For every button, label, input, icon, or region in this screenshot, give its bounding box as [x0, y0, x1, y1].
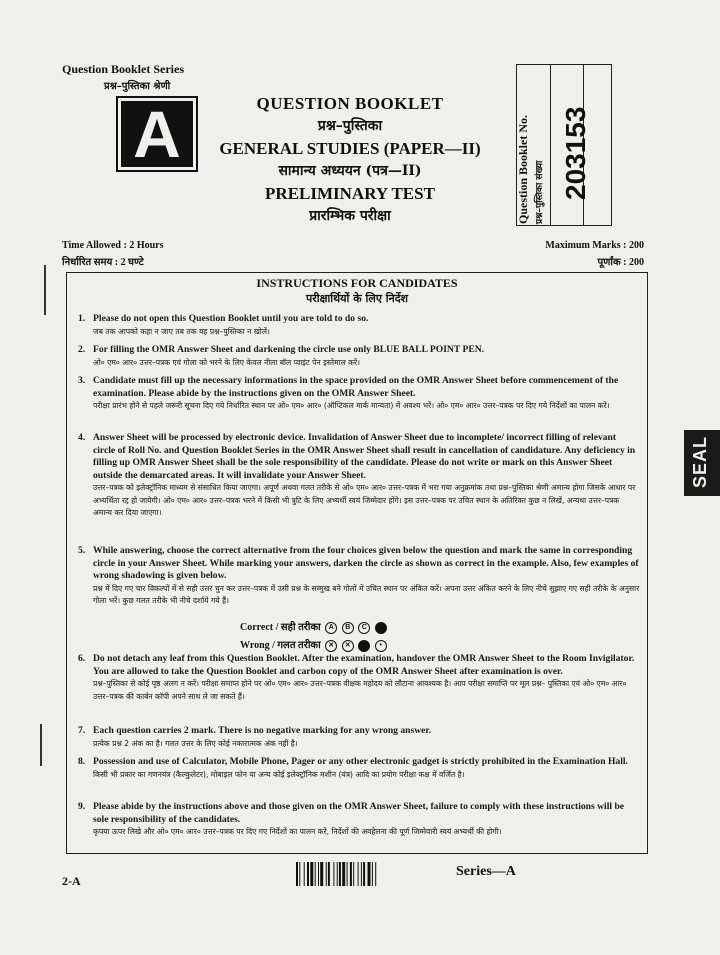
- instruction-number: 3.: [78, 375, 86, 386]
- instruction-english: Please do not open this Question Booklet until you are told to do so.: [93, 313, 369, 324]
- barcode-bar: [318, 862, 319, 886]
- instruction-item: [78, 653, 640, 703]
- time-allowed: Time Allowed : 2 Hours: [62, 240, 164, 251]
- booklet-no-label-hindi: प्रश्न–पुस्तिका संख्या: [535, 160, 545, 224]
- instruction-english: Please abide by the instructions above and those given on the OMR Answer Sheet, failure to comply with these instructions will be sole responsibility of the candidates.: [93, 801, 625, 825]
- margin-mark: [44, 265, 46, 315]
- barcode-bar: [353, 862, 354, 886]
- instruction-item: [78, 545, 640, 608]
- instructions-heading: INSTRUCTIONS FOR CANDIDATES: [256, 276, 458, 290]
- barcode-bar: [342, 862, 345, 886]
- instruction-number: 5.: [78, 545, 86, 556]
- barcode-bar: [363, 862, 365, 886]
- instruction-english: Do not detach any leaf from this Question Booklet. After the examination, handover the OMR Answer Sheet to the Room Invigilator. You are allowed to take the Question Booklet and carbon copy of the OMR Answer Sheet after examination is over.: [93, 653, 635, 677]
- series-label: Question Booklet Series: [62, 62, 184, 76]
- instruction-hindi: प्रश्न में दिए गए चार विकल्पों में से सही उत्तर चुन कर उत्तर–पत्रक में उसी प्रश्न के सम्मुख बने गोलों में उचित स्थान पर अंकित करें। अपना उत्तर अंकित करने के लिए नीचे सुझाए गए सही तरीके के अनुसार गोला भरें। कुछ गलत तरीके भी नीचे दर्शाये गये हैं।: [93, 583, 640, 606]
- instruction-english: Possession and use of Calculator, Mobile Phone, Pager or any other electronic gadget is strictly prohibited in the Examination Hall.: [93, 756, 628, 767]
- instruction-english: While answering, choose the correct alternative from the four choices given below the question and mark the same in corresponding circle in your Answer Sheet. While marking your answers, darken the circle as shown as correct in the example. Also, few examples of wrong shadowing is given below.: [93, 545, 639, 582]
- instruction-item: [78, 375, 640, 413]
- instruction-number: 6.: [78, 653, 86, 664]
- option-circle-crossed: ✕: [342, 640, 354, 652]
- instruction-hindi: जब तक आपको कहा न जाए तब तक यह प्रश्न–पुस्तिका न खोलें।: [93, 326, 270, 336]
- title-block: [200, 94, 500, 225]
- page-number: 2-A: [62, 874, 81, 888]
- exam-title-hindi: प्रारम्भिक परीक्षा: [309, 208, 391, 224]
- correct-label: Correct / सही तरीका: [240, 622, 321, 633]
- series-letter-box: [116, 96, 198, 172]
- instruction-hindi: प्रत्येक प्रश्न 2 अंक का है। गलत उत्तर के लिए कोई नकारात्मक अंक नहीं है।: [93, 738, 298, 748]
- barcode-bar: [333, 862, 334, 886]
- booklet-title: QUESTION BOOKLET: [256, 94, 444, 113]
- barcode-bar: [350, 862, 352, 886]
- subject-title: GENERAL STUDIES (PAPER—II): [219, 139, 481, 158]
- barcode-bar: [368, 862, 371, 886]
- barcode-bar: [310, 862, 313, 886]
- instruction-item: [78, 344, 640, 369]
- barcode-bar: [347, 862, 348, 886]
- barcode-bar: [304, 862, 305, 886]
- instruction-number: 1.: [78, 313, 86, 324]
- instruction-english: Answer Sheet will be processed by electronic device. Invalidation of Answer Sheet due to incomplete/ incorrect filling of relevant circle of Roll No. and Question Booklet Series in the OMR Answer Sheet shall result in cancellation of candidature. Any deficiency in filling up OMR Answer Sheet shall be the sole responsibility of the candidate. Please do not write or mark on this Answer Sheet outside the demarcated areas. It will invalidate your Answer Sheet.: [93, 432, 636, 481]
- instruction-item: [78, 313, 640, 338]
- series-label-hindi: प्रश्न–पुस्तिका श्रेणी: [104, 81, 171, 92]
- barcode-bar: [361, 862, 362, 886]
- option-circle: B: [342, 622, 354, 634]
- max-marks: Maximum Marks : 200: [545, 240, 644, 251]
- instruction-english: Candidate must fill up the necessary informations in the space provided on the OMR Answer Sheet before commencement of the examination. Please abide by the instructions given on the OMR Answer Sheet.: [93, 375, 619, 399]
- margin-mark: [40, 724, 42, 766]
- instructions-heading-hindi: परीक्षार्थियों के लिए निर्देश: [305, 292, 409, 305]
- instruction-hindi: कृपया ऊपर लिखे और ओ० एम० आर० उत्तर–पत्रक पर दिए गए निर्देशों का पालन करें, निर्देशों की अवहेलना की पूर्ण जिम्मेवारी स्वयं अभ्यर्थी की होगी।: [93, 827, 502, 837]
- barcode-bar: [299, 862, 300, 886]
- instruction-number: 4.: [78, 432, 86, 443]
- series-letter: A: [121, 101, 193, 167]
- instruction-hindi: परीक्षा प्रारंभ होने से पहले जरूरी सूचना दिए गये निर्धारित स्थान पर ओ० एम० आर० (ऑप्टिकल मार्क मान्यता) में अवश्य भरें। ओ० एम० आर० उत्तर–पत्रक पर दिए गये निर्देशों का पालन करें।: [93, 401, 610, 411]
- seal-label: SEAL: [690, 435, 710, 488]
- option-circle: C: [358, 622, 370, 634]
- booklet-number: 203153: [560, 106, 591, 200]
- instruction-number: 9.: [78, 801, 86, 812]
- instruction-item: [78, 725, 640, 750]
- barcode-bar: [315, 862, 316, 886]
- booklet-title-hindi: प्रश्न–पुस्तिका: [317, 118, 383, 134]
- exam-title: PRELIMINARY TEST: [265, 184, 435, 203]
- option-circle-filled: [375, 622, 387, 634]
- barcode-bar: [372, 862, 373, 886]
- instruction-number: 8.: [78, 756, 86, 767]
- seal-tab: [684, 430, 720, 496]
- max-marks-hindi: पूर्णांक : 200: [597, 257, 644, 268]
- option-circle-crossed: ✕: [325, 640, 337, 652]
- footer-series: Series—A: [456, 864, 516, 879]
- barcode-bar: [339, 862, 341, 886]
- barcode-bar: [307, 862, 309, 886]
- option-circle: A: [325, 622, 337, 634]
- instruction-item: [78, 801, 640, 839]
- wrong-example: [240, 637, 540, 652]
- instruction-hindi: प्रश्न–पुस्तिका से कोई पृष्ठ अलग न करें। परीक्षा समाप्त होने पर ओ० एम० आर० उत्तर–पत्रक वीक्षक महोदय को लौटाना आवश्यक है। आप परीक्षा समाप्ति पर मूल प्रश्न– पुस्तिका एवं ओ० एम० आर० उत्तर–पत्रक की कार्बन कॉपी अपने साथ ले जा सकते हैं।: [93, 679, 627, 701]
- barcode-bar: [326, 862, 327, 886]
- barcode-bar: [328, 862, 330, 886]
- instruction-item: [78, 432, 640, 520]
- time-allowed-hindi: निर्धारित समय : 2 घण्टे: [62, 257, 144, 268]
- barcode-bar: [337, 862, 338, 886]
- barcode-bar: [358, 862, 359, 886]
- instruction-hindi: किसी भी प्रकार का गणनयंत्र (कैल्कुलेटर), मोबाइल फोन या अन्य कोई इलेक्ट्रॉनिक मशीन (यंत्र) आदि का प्रयोग परीक्षा कक्ष में वर्जित है।: [93, 769, 465, 779]
- booklet-no-label: Question Booklet No.: [516, 114, 530, 224]
- instruction-english: For filling the OMR Answer Sheet and darkening the circle use only BLUE BALL POINT PEN.: [93, 344, 485, 355]
- option-circle-filled: [358, 640, 370, 652]
- option-circle-dotted: •: [375, 640, 387, 652]
- wrong-label: Wrong / गलत तरीका: [240, 640, 321, 651]
- instruction-hindi: ओ० एम० आर० उत्तर–पत्रक एवं गोला को भरने के लिए केवल नीला बॉल प्वाइंट पेन इस्तेमाल करें।: [93, 357, 360, 367]
- barcode-bar: [375, 862, 376, 886]
- instruction-hindi: उत्तर–पत्रक को इलेक्ट्रॉनिक माध्यम से संसाधित किया जाएगा। अपूर्ण अथवा गलत तरीके से ओ० एम० आर० उत्तर–पत्रक में भरा गया अनुक्रमांक तथा प्रश्न–पुस्तिका श्रेणी अमान्य होगा जिसके आधार पर अभ्यर्थिता रद्द हो जायेगी। ओ० एम० आर० उत्तर–पत्रक भरने में किसी भी त्रुटि के लिए अभ्यर्थी स्वयं जिम्मेदार होंगे। इस उत्तर–पत्रक पर उचित स्थान के अतिरिक्त कुछ न लिखें, अन्यथा उत्तर–पत्रक अमान्य कर दिया जाएगा।: [93, 483, 636, 518]
- instruction-english: Each question carries 2 mark. There is no negative marking for any wrong answer.: [93, 725, 432, 736]
- instruction-number: 7.: [78, 725, 86, 736]
- barcode-bar: [320, 862, 323, 886]
- barcode-bar: [296, 862, 298, 886]
- correct-example: [240, 619, 540, 634]
- instruction-item: [78, 756, 640, 781]
- barcode: [296, 862, 444, 886]
- subject-title-hindi: सामान्य अध्ययन (पत्र—II): [278, 163, 422, 179]
- instruction-number: 2.: [78, 344, 86, 355]
